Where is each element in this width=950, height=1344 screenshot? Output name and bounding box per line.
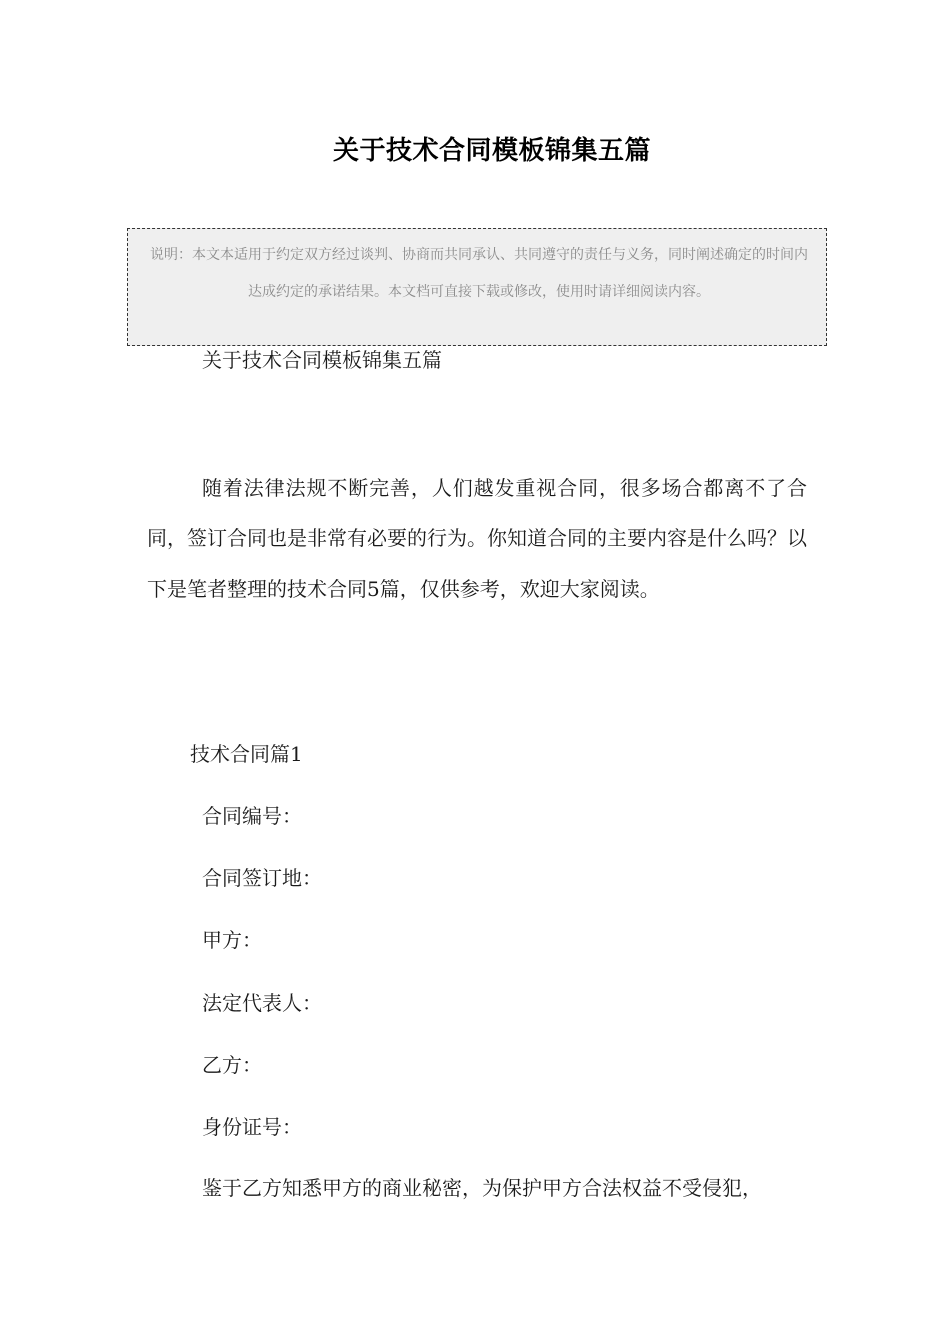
field-party-b: 乙方： [202, 1053, 262, 1077]
section-heading: 技术合同篇1 [190, 742, 303, 766]
field-party-a: 甲方： [202, 928, 262, 952]
notice-text: 说明：本文本适用于约定双方经过谈判、协商而共同承认、共同遵守的责任与义务，同时阐述确定的时间内达成约定的承诺结果。本文档可直接下载或修改，使用时请详细阅读内容。 [150, 247, 808, 300]
body-paragraph-line: 鉴于乙方知悉甲方的商业秘密，为保护甲方合法权益不受侵犯， [202, 1176, 762, 1200]
document-title: 关于技术合同模板锦集五篇 [332, 136, 651, 166]
notice-box [127, 228, 827, 346]
intro-paragraph: 随着法律法规不断完善，人们越发重视合同，很多场合都离不了合同，签订合同也是非常有必要的行为。你知道合同的主要内容是什么吗？以下是笔者整理的技术合同5篇，仅供参考，欢迎大家阅读。 [147, 476, 807, 601]
field-id-number: 身份证号： [202, 1115, 302, 1139]
field-contract-number: 合同编号： [202, 804, 302, 828]
field-signing-place: 合同签订地： [202, 866, 322, 890]
field-legal-representative: 法定代表人： [202, 991, 322, 1015]
document-subtitle: 关于技术合同模板锦集五篇 [202, 348, 442, 372]
